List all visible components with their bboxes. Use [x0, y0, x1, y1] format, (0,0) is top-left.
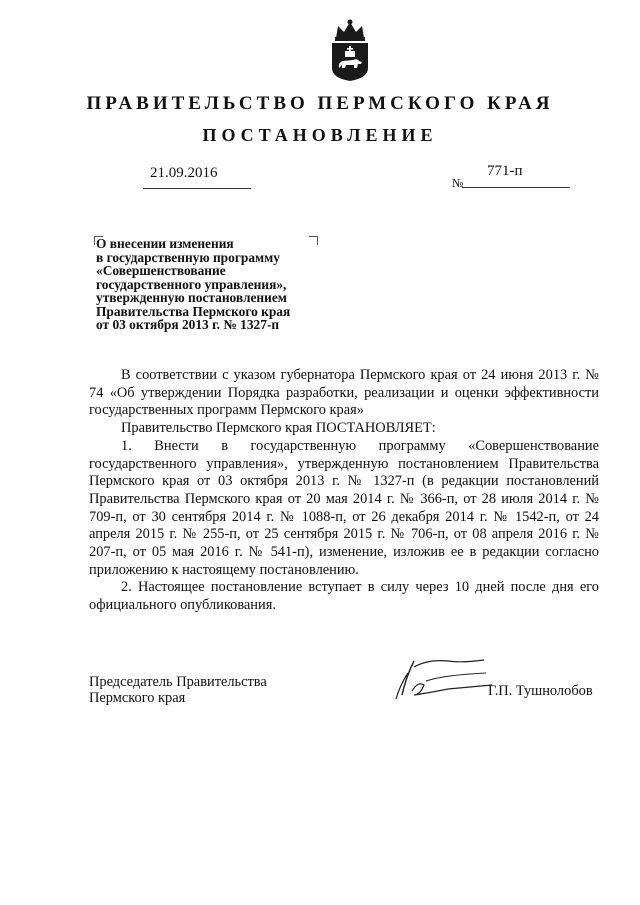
resolution-paragraph: Правительство Пермского края ПОСТАНОВЛЯЕТ: — [121, 420, 436, 437]
coat-of-arms-icon — [326, 18, 374, 82]
subject-line: «Совершенствование — [96, 263, 226, 278]
number-underline — [462, 187, 570, 188]
date-underline — [143, 188, 251, 189]
clause-2-paragraph: 2. Настоящее постановление вступает в силу через 10 дней после дня его официального опубликования. — [89, 579, 599, 614]
document-number: 771-п — [487, 163, 523, 179]
subject-line: Правительства Пермского края — [96, 303, 291, 319]
number-sign: № — [452, 176, 464, 190]
subject-line: от 03 октября 2013 г. № 1327-п — [96, 317, 280, 332]
signatory-position — [89, 674, 267, 706]
subject-line: государственного управления», — [96, 276, 287, 292]
organization-title: ПРАВИТЕЛЬСТВО ПЕРМСКОГО КРАЯ — [86, 93, 554, 114]
document-type-title: ПОСТАНОВЛЕНИЕ — [202, 125, 438, 145]
preamble-paragraph — [89, 367, 599, 420]
subject-line: утвержденную постановлением — [96, 290, 287, 305]
document-subject — [96, 237, 326, 332]
handwritten-signature — [388, 655, 500, 701]
position-line: Председатель Правительства — [89, 674, 267, 690]
subject-line: О внесении изменения — [96, 236, 234, 251]
document-date: 21.09.2016 — [150, 165, 218, 181]
preamble-continuation: № 74 «Об утверждении Порядка разработки, реализации и оценки эффективности государственных программ Пермского края» — [89, 367, 599, 419]
subject-line: в государственную программу — [96, 249, 280, 265]
position-line: Пермского края — [89, 690, 186, 706]
preamble-text: В соответствии с указом губернатора Пермского края от 24 июня 2013 г. — [121, 367, 581, 383]
clause-1-paragraph: 1. Внести в государственную программу «Совершенствование государственного управления», утвержденную постановлением Правительства Пермского края от 03 октября 2013 г. № 1327-п (в редакции постановлений Правительства Пермского края от 20 мая 2014 г. № 366-п, от 28 июля 2014 г. № 709-п, от 30 сентября 2014 г. № 1088-п, от 26 декабря 2014 г. № 1542-п, от 24 апреля 2015 г. № 255-п, от 25 сентября 2015 г. № 706-п, от 08 апреля 2016 г. № 207-п, от 05 мая 2016 г. № 541-п), изменение, изложив ее в редакции согласно приложению к настоящему постановлению. — [89, 437, 599, 578]
document-body — [89, 367, 599, 615]
signatory-name: Г.П. Тушнолобов — [488, 683, 593, 699]
